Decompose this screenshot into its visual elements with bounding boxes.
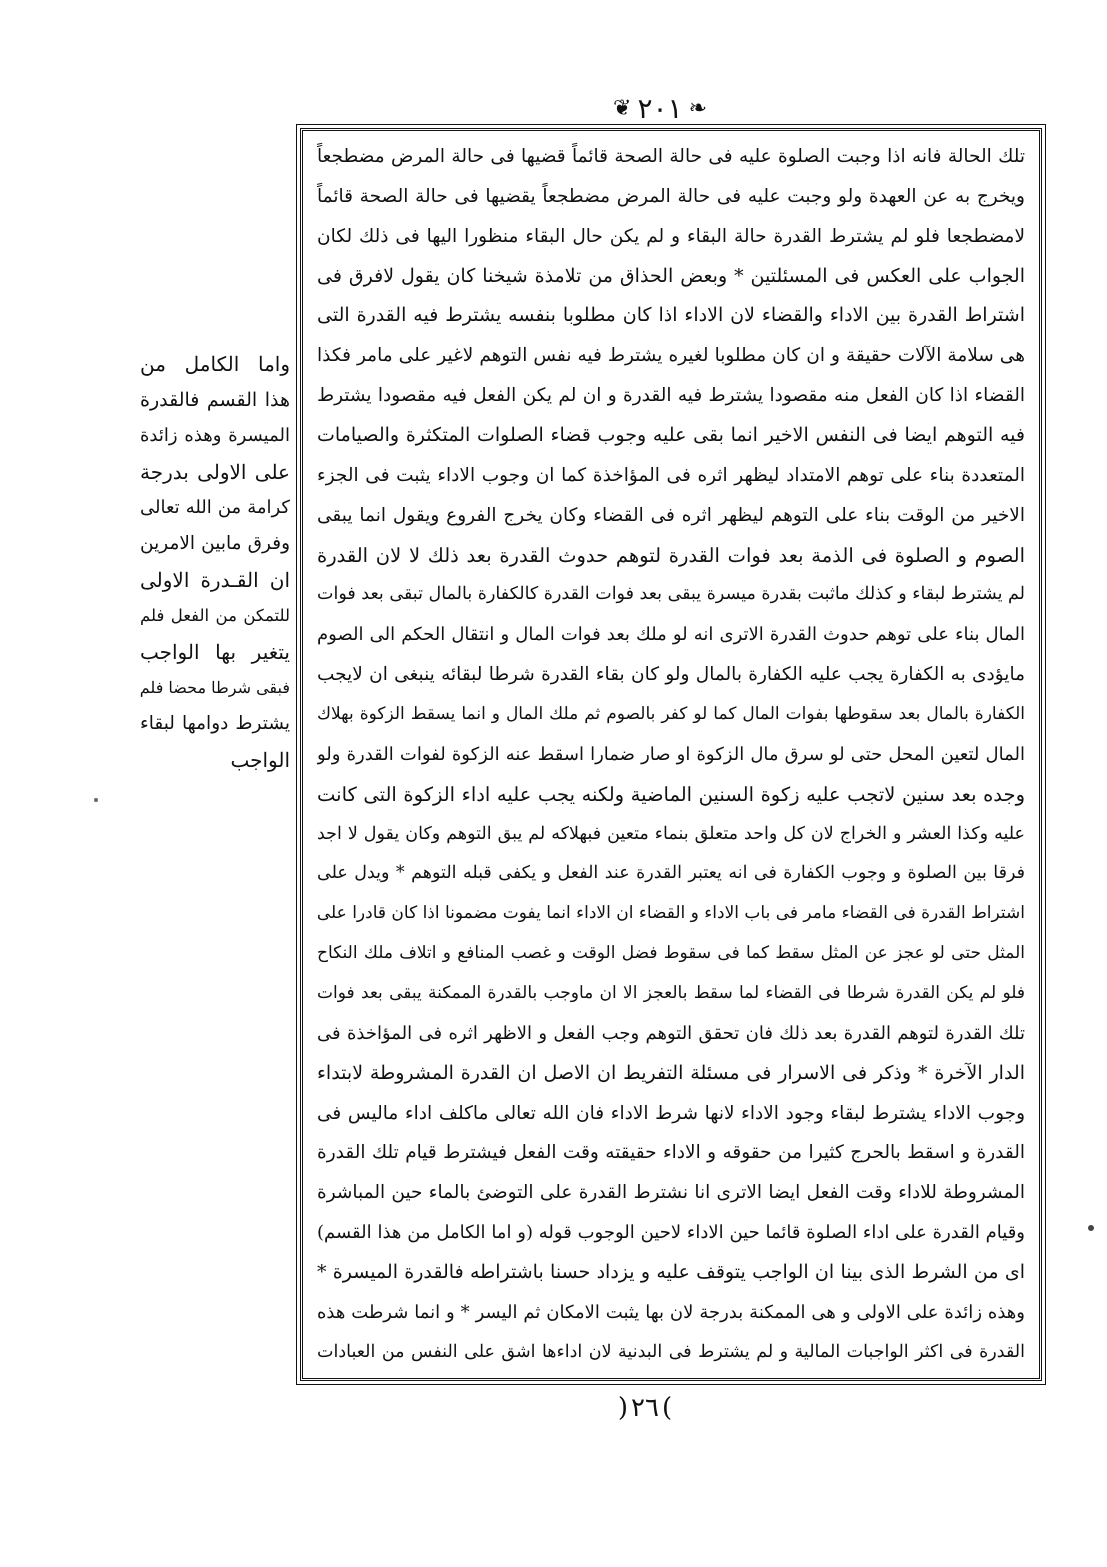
- margin-line: هذا القسم فالقدرة: [140, 389, 290, 411]
- text-line: الاخير من الوقت بناء على التوهم ليظهر اثره فى القضاء وكان يخرج الفروع ويقول انما يبقى: [317, 504, 1025, 526]
- text-line: فرقا بين الصلوة و وجوب الكفارة فى انه يعتبر القدرة عند الفعل و يكفى قبله التوهم * ويدل على: [317, 863, 1025, 884]
- text-line: لامضطجعا فلو لم يشترط القدرة حالة البقاء و لم يكن حال البقاء منظورا اليها فى ذلك لكان: [317, 225, 1025, 247]
- text-line: اشتراط القدرة فى القضاء مامر فى باب الاداء و القضاء ان الاداء انما يفوت مضمونا اذا كان قادرا على: [317, 903, 1025, 924]
- text-line: تلك الحالة فانه اذا وجبت الصلوة عليه فى حالة الصحة قائماً قضيها فى حالة المرض مضطجعاً: [317, 146, 1025, 167]
- page-header: [600, 88, 720, 128]
- text-line: فيه التوهم ايضا فى النفس الاخير انما بقى عليه وجوب قضاء الصلوات المتكثرة والصيامات: [317, 424, 1025, 447]
- text-line: الصوم و الصلوة فى الذمة بعد فوات القدرة لتوهم حدوث القدرة بعد ذلك لا لان القدرة: [317, 543, 1025, 567]
- text-line: الجواب على العكس فى المسئلتين * وبعض الحذاق من تلامذة شيخنا كان يقول لافرق فى: [317, 264, 1025, 287]
- text-line: الدار الآخرة * وذكر فى الاسرار فى مسئلة التفريط ان الاصل ان القدرة المشروطة لابتداء: [317, 1061, 1025, 1084]
- text-line: اى من الشرط الذى بينا ان الواجب يتوقف عليه و يزداد حسنا باشتراطه فالقدرة الميسرة *: [317, 1261, 1025, 1284]
- text-line: القضاء اذا كان الفعل منه مقصودا يشترط فيه القدرة و ان لم يكن الفعل فيه مقصودا يشترط: [317, 385, 1025, 407]
- margin-note: [140, 346, 290, 778]
- ornament-right-icon: ❧: [688, 95, 707, 121]
- margin-line: الميسرة وهذه زائدة: [140, 425, 290, 446]
- margin-line: فبقى شرطا محضا فلم: [140, 678, 290, 697]
- text-line: وجوب الاداء يشترط لبقاء وجود الاداء لانها شرط الاداء فان الله تعالى ماكلف اداء ماليس فى: [317, 1102, 1025, 1124]
- margin-line: للتمكن من الفعل فلم: [140, 606, 290, 625]
- margin-line: كرامة من الله تعالى: [140, 497, 290, 518]
- text-line: القدرة و اسقط بالحرج كثيرا من حقوقه و الاداء حقيقته وقت الفعل فيشترط قيام تلك القدرة: [317, 1142, 1025, 1164]
- margin-line: واما الكامل من: [140, 352, 290, 376]
- main-text-block: [317, 139, 1025, 1370]
- text-line: اشتراط القدرة بين الاداء والقضاء لان الاداء اذا كان مطلوبا بنفسه يشترط فيه القدرة التى: [317, 304, 1025, 327]
- ornament-left-icon: ❦: [613, 95, 632, 121]
- footer-page-number: ٢٦: [631, 1393, 659, 1423]
- footer-paren-close: (: [617, 1393, 629, 1423]
- text-line: المشروطة للاداء وقت الفعل ايضا الاترى انا نشترط القدرة على التوضئ بالماء حين المباشرة: [317, 1182, 1025, 1204]
- text-line: المال لتعين المحل حتى لو سرق مال الزكوة او صار ضمارا اسقط عنه الزكوة لفوات القدرة ولو: [317, 743, 1025, 765]
- page-footer: [590, 1390, 700, 1426]
- margin-line: يتغير بها الواجب: [140, 640, 290, 664]
- text-line: وهذه زائدة على الاولى و هى الممكنة بدرجة لان بها يثبت الامكان ثم اليسر * و انما شرطت هذه: [317, 1301, 1025, 1323]
- text-line: ويخرج به عن العهدة ولو وجبت عليه فى حالة المرض مضطجعاً يقضيها فى حالة الصحة قائماً: [317, 185, 1025, 207]
- text-line: القدرة فى اكثر الواجبات المالية و لم يشترط فى البدنية لان اداءها اشق على النفس من العبادات: [317, 1341, 1025, 1362]
- text-line: مايؤدى به الكفارة يجب عليه الكفارة بالمال ولو كان بقاء القدرة شرطا لبقائه ينبغى ان لايجب: [317, 664, 1025, 686]
- margin-line: ان القـدرة الاولى: [140, 568, 290, 592]
- margin-line: الواجب: [230, 748, 290, 772]
- footer-paren-open: ): [661, 1393, 673, 1423]
- text-line: المتعددة بناء على توهم الامتداد ليظهر اثره فى المؤاخذة كما ان وجوب الاداء يثبت فى الجزء: [317, 464, 1025, 486]
- text-line: المال بناء على توهم حدوث القدرة الاترى انه لو ملك بعد فوات المال و انتقال الحكم الى الصوم: [317, 624, 1025, 646]
- scan-speck: [94, 798, 98, 802]
- margin-line: وفرق مابين الامرين: [140, 533, 290, 554]
- text-line: لم يشترط لبقاء و كذلك ماثبت بقدرة ميسرة يبقى بعد فوات القدرة كالكفارة بالمال تبقى بعد فوات: [317, 584, 1025, 605]
- main-text-frame: [300, 128, 1042, 1381]
- text-line: هى سلامة الآلات حقيقة و ان كان مطلوبا لغيره يشترط فيه نفس التوهم لاغير على مامر فكذا: [317, 345, 1025, 367]
- text-line: وجده بعد سنين لاتجب عليه زكوة السنين الماضية ولكنه يجب عليه اداء الزكوة التى كانت: [317, 782, 1025, 806]
- text-line: فلو لم يكن القدرة شرطا فى القضاء لما سقط بالعجز الا ان ماوجب بالقدرة الممكنة يبقى بعد فوات: [317, 983, 1025, 1004]
- margin-line: يشترط دوامها لبقاء: [140, 713, 290, 734]
- scan-speck: [1088, 1225, 1094, 1231]
- margin-line: على الاولى بدرجة: [140, 460, 290, 484]
- page-number: ٢٠١: [637, 91, 683, 125]
- text-line: الكفارة بالمال بعد سقوطها بفوات المال كما لو كفر بالصوم ثم ملك المال و انما يسقط الزكوة بهلاك: [317, 704, 1025, 725]
- text-line: وقيام القدرة على اداء الصلوة قائما حين الاداء لاحين الوجوب قوله (و اما الكامل من هذا القسم): [317, 1222, 1025, 1244]
- text-line: عليه وكذا العشر و الخراج لان كل واحد متعلق بنماء متعين فبهلاكه لم يبق التوهم وكان يقول لا اجد: [317, 823, 1025, 844]
- text-line: المثل حتى لو عجز عن المثل سقط كما فى سقوط فضل الوقت و غصب المنافع و اتلاف ملك النكاح: [317, 943, 1025, 964]
- text-line: تلك القدرة لتوهم القدرة بعد ذلك فان تحقق التوهم وجب الفعل و الاظهر اثره فى المؤاخذة فى: [317, 1022, 1025, 1044]
